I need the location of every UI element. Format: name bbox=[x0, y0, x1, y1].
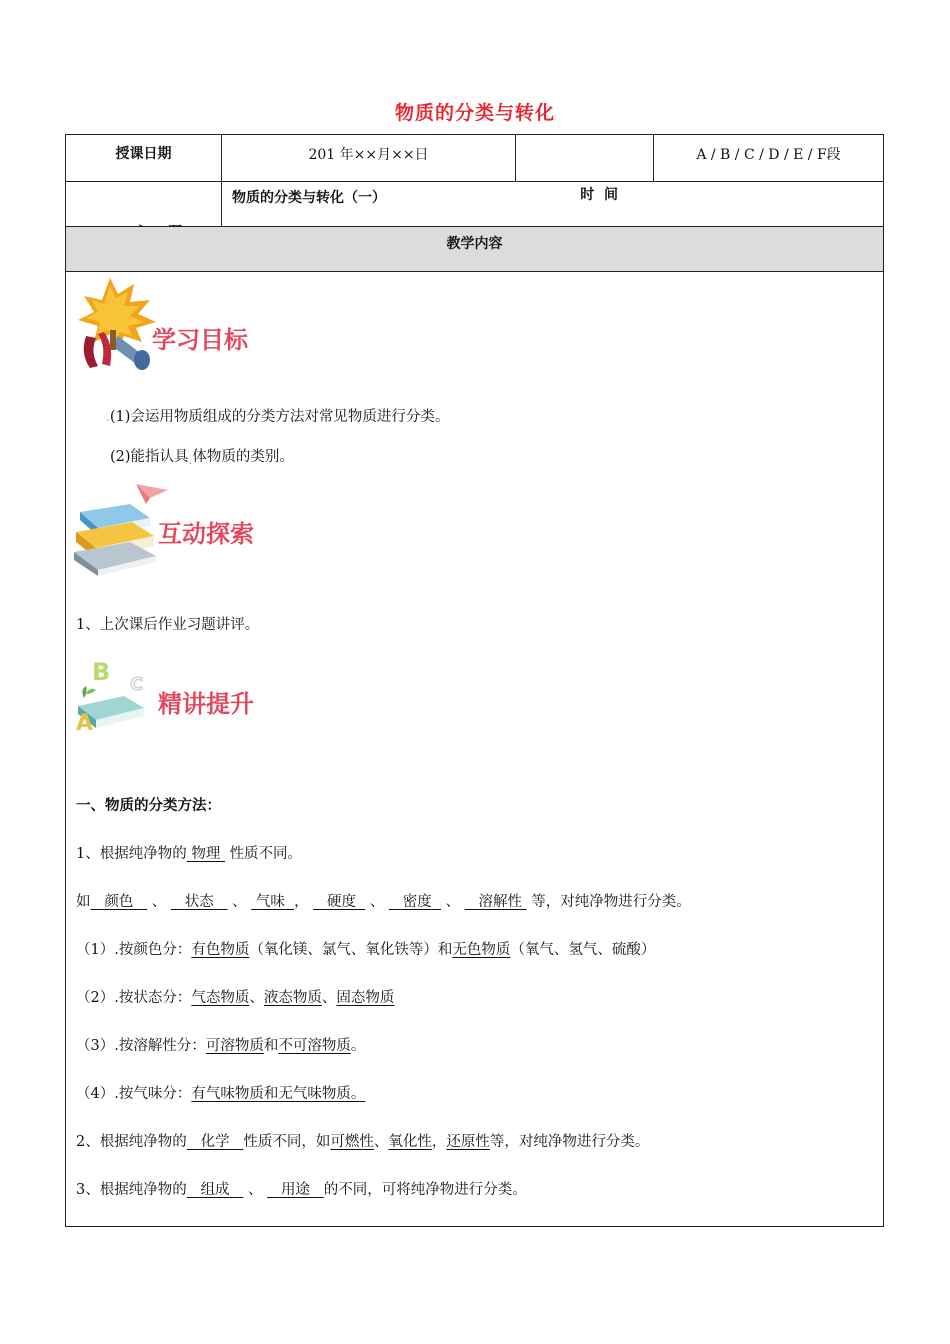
topic-value: 物质的分类与转化（一） bbox=[232, 190, 386, 206]
explore-item: 1、上次课后作业习题讲评。 bbox=[76, 617, 260, 633]
document-title: 物质的分类与转化 bbox=[394, 102, 555, 124]
banner-lecture bbox=[72, 650, 272, 740]
teaching-content bbox=[66, 272, 883, 1226]
lecture-line-4: 3、根据纯净物的 组成 、 用途 的不同，可将纯净物进行分类。 bbox=[76, 1182, 527, 1198]
svg-text:B: B bbox=[92, 658, 111, 686]
time-value: A / B / C / D / E / F段 bbox=[696, 147, 841, 163]
banner-explore-text: 互动探索 bbox=[158, 520, 254, 548]
lesson-plan-table bbox=[65, 134, 884, 1227]
lecture-line-1: 1、根据纯净物的 物理 性质不同。 bbox=[76, 846, 303, 862]
fill-blank: 化学 bbox=[200, 1134, 230, 1150]
fill-blank: 状态 bbox=[184, 894, 214, 910]
lecture-heading: 一、物质的分类方法： bbox=[76, 798, 221, 814]
classify-solubility: （3）.按溶解性分：可溶物质和不可溶物质。 bbox=[76, 1038, 366, 1054]
marker-dot-icon: . bbox=[106, 410, 110, 424]
fill-blank: 溶解性 bbox=[478, 894, 523, 910]
section-label: 教学内容 bbox=[446, 236, 503, 252]
time-label: 时 间 bbox=[516, 135, 654, 181]
banner-explore bbox=[72, 478, 272, 578]
date-label: 授课日期 bbox=[66, 135, 222, 181]
fill-blank: 组成 bbox=[200, 1182, 230, 1198]
abc-book-icon bbox=[72, 650, 162, 740]
date-value: 201 年××月××日 bbox=[222, 135, 516, 181]
fill-blank: 硬度 bbox=[327, 894, 357, 910]
svg-text:A: A bbox=[76, 711, 94, 736]
classify-odor: （4）.按气味分：有气味物质和无气味物质。 bbox=[76, 1086, 366, 1102]
lecture-line-3: 2、根据纯净物的 化学 性质不同，如可燃性、氧化性，还原性等，对纯净物进行分类。 bbox=[76, 1134, 650, 1150]
banner-goals bbox=[72, 276, 272, 372]
header-row-topic bbox=[66, 182, 883, 227]
maple-leaf-bell-icon bbox=[72, 276, 162, 372]
goal-item-1: .(1)会运用物质组成的分类方法对常见物质进行分类。 bbox=[106, 409, 450, 425]
section-row bbox=[66, 227, 883, 272]
fill-blank: 物理 bbox=[191, 846, 221, 862]
topic-label bbox=[66, 182, 222, 226]
lecture-line-2: 如 颜色 、 状态 、 气味 ， 硬度 、 密度 、 溶解性 等，对纯净物进行分类。 bbox=[76, 894, 691, 910]
goal-item-2: (2)能指认具$_.$体物质的类别。 bbox=[110, 449, 294, 467]
marker-dot-icon: . bbox=[188, 453, 193, 467]
classify-color: （1）.按颜色分：有色物质（氧化镁、氯气、氧化铁等）和无色物质（氧气、氢气、硫酸） bbox=[76, 942, 656, 958]
fill-blank: 密度 bbox=[402, 894, 432, 910]
fill-blank: 用途 bbox=[280, 1182, 310, 1198]
banner-goals-text: 学习目标 bbox=[152, 326, 248, 354]
fill-blank: 气味 bbox=[255, 894, 285, 910]
books-stack-icon bbox=[72, 478, 172, 578]
banner-lecture-text: 精讲提升 bbox=[158, 690, 254, 718]
fill-blank: 颜色 bbox=[104, 894, 134, 910]
svg-text:C: C bbox=[130, 674, 144, 695]
classify-state: （2）.按状态分：气态物质、液态物质、固态物质 bbox=[76, 990, 395, 1006]
